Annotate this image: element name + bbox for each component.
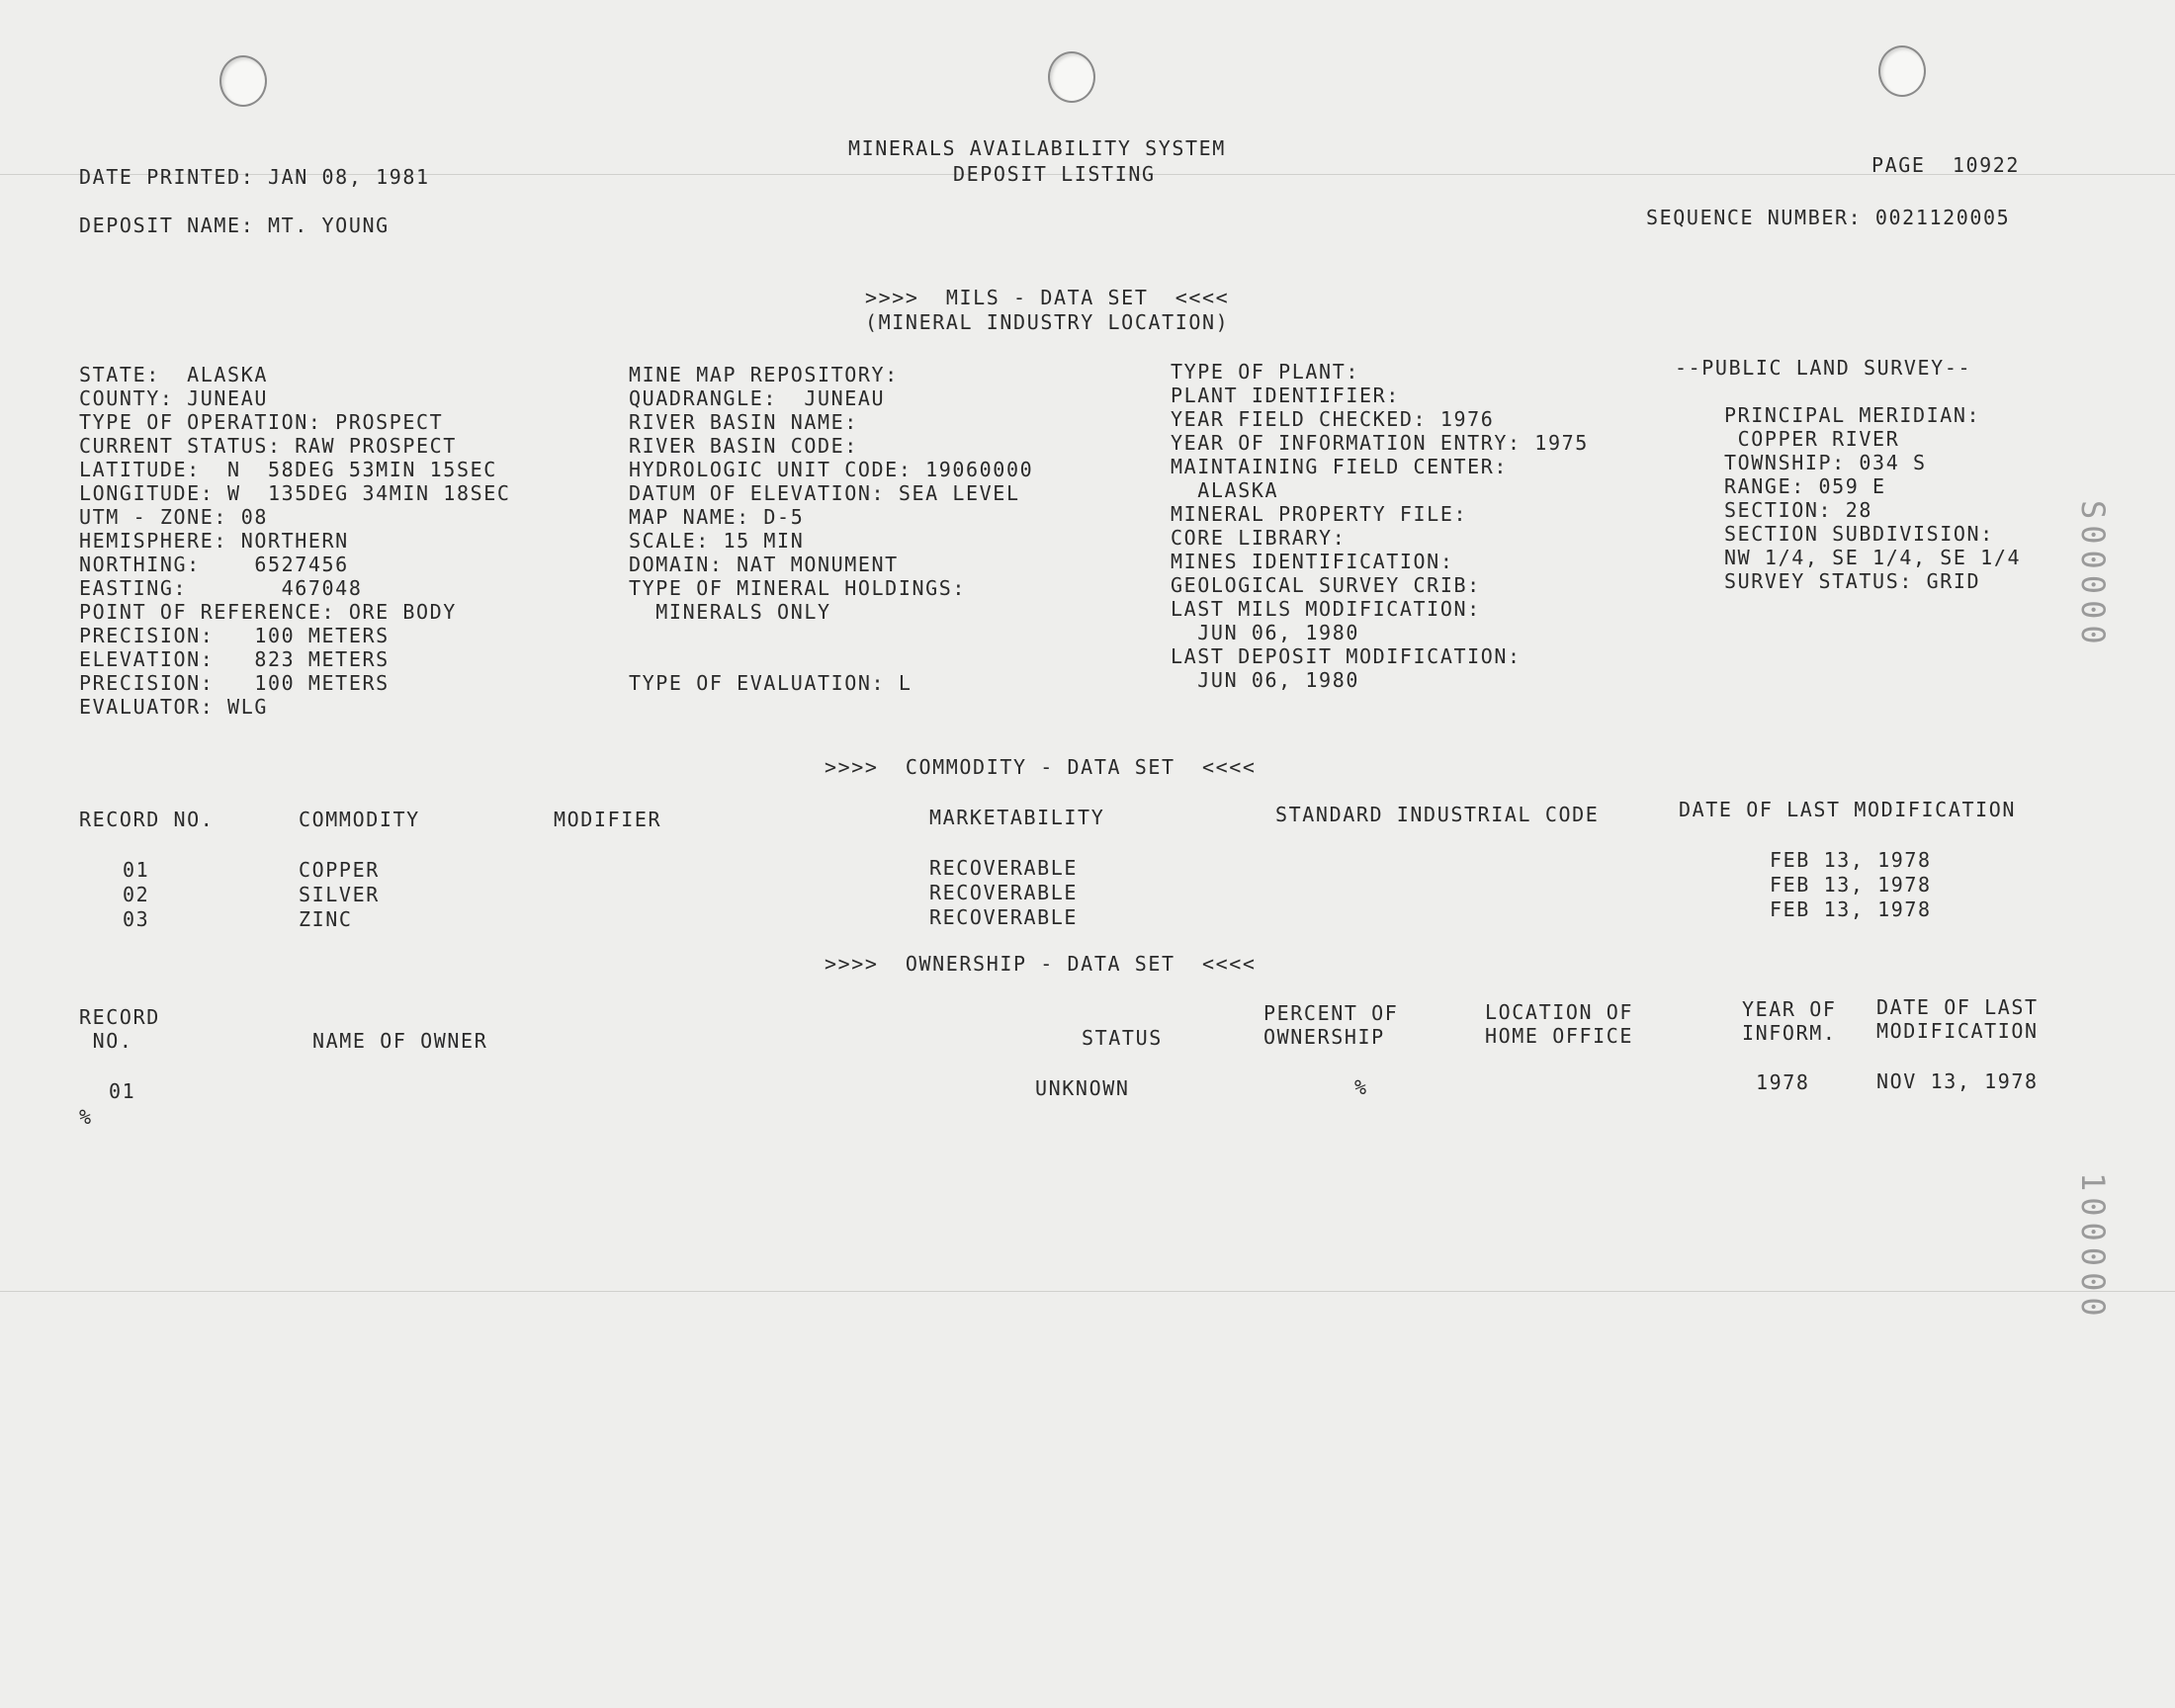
field-year-of-information-entry: YEAR OF INFORMATION ENTRY: 1975 — [1171, 431, 1589, 455]
field-county: COUNTY: JUNEAU — [79, 386, 268, 410]
spacer — [629, 647, 1033, 671]
date-printed: DATE PRINTED: JAN 08, 1981 — [79, 165, 430, 189]
mils-location-column — [79, 363, 511, 719]
ownership-header-inform: INFORM. — [1742, 1021, 1837, 1045]
commodity-date: FEB 13, 1978 — [1770, 848, 1932, 872]
page-number: PAGE 10922 — [1871, 153, 2021, 177]
field-precision: PRECISION: 100 METERS — [79, 624, 390, 647]
field-current-status: CURRENT STATUS: RAW PROSPECT — [79, 434, 457, 458]
commodity-record-no: 03 — [123, 907, 150, 931]
ownership-status: UNKNOWN — [1035, 1076, 1130, 1100]
ownership-header-status: STATUS — [1082, 1026, 1163, 1050]
fold-line-bottom — [0, 1291, 2175, 1292]
field-last-mils-modification-date: JUN 06, 1980 — [1171, 621, 1359, 644]
commodity-header-sic: STANDARD INDUSTRIAL CODE — [1275, 803, 1600, 826]
margin-stamp-lower: 100000 — [2074, 1172, 2112, 1323]
field-mineral-holdings-value: MINERALS ONLY — [629, 600, 831, 624]
ownership-date: NOV 13, 1978 — [1876, 1069, 2039, 1093]
ownership-title: >>>> OWNERSHIP - DATA SET <<<< — [825, 952, 1257, 976]
field-maintaining-field-center: MAINTAINING FIELD CENTER: — [1171, 455, 1509, 478]
commodity-header-modifier: MODIFIER — [554, 808, 662, 831]
commodity-header-commodity: COMMODITY — [299, 808, 420, 831]
commodity-name: COPPER — [299, 858, 380, 882]
field-datum-of-elevation: DATUM OF ELEVATION: SEA LEVEL — [629, 481, 1020, 505]
punch-hole-left — [219, 55, 267, 107]
commodity-marketability: RECOVERABLE — [929, 905, 1079, 929]
punch-hole-right — [1878, 45, 1926, 97]
ownership-header-date: DATE OF LAST — [1876, 995, 2039, 1019]
public-land-survey-title: --PUBLIC LAND SURVEY-- — [1675, 356, 1972, 380]
deposit-name: DEPOSIT NAME: MT. YOUNG — [79, 214, 390, 237]
field-last-deposit-modification-date: JUN 06, 1980 — [1171, 668, 1359, 692]
field-hemisphere: HEMISPHERE: NORTHERN — [79, 529, 349, 553]
field-field-center-value: ALASKA — [1171, 478, 1279, 502]
field-type-of-mineral-holdings: TYPE OF MINERAL HOLDINGS: — [629, 576, 967, 600]
commodity-header-date: DATE OF LAST MODIFICATION — [1679, 798, 2017, 821]
mils-map-column — [629, 363, 1033, 695]
commodity-date: FEB 13, 1978 — [1770, 873, 1932, 897]
system-title: MINERALS AVAILABILITY SYSTEM — [848, 136, 1226, 160]
commodity-marketability: RECOVERABLE — [929, 856, 1079, 880]
field-principal-meridian: PRINCIPAL MERIDIAN: — [1724, 403, 1981, 427]
field-mineral-property-file: MINERAL PROPERTY FILE: — [1171, 502, 1468, 526]
field-plant-identifier: PLANT IDENTIFIER: — [1171, 384, 1400, 407]
field-section-subdivision-value: NW 1/4, SE 1/4, SE 1/4 — [1724, 546, 2022, 569]
commodity-record-no: 01 — [123, 858, 150, 882]
field-range: RANGE: 059 E — [1724, 474, 1886, 498]
field-mine-map-repository: MINE MAP REPOSITORY: — [629, 363, 899, 386]
commodity-name: SILVER — [299, 883, 380, 906]
public-land-survey-column — [1724, 403, 2021, 593]
commodity-marketability: RECOVERABLE — [929, 881, 1079, 904]
commodity-header-record-no: RECORD NO. — [79, 808, 215, 831]
field-elevation: ELEVATION: 823 METERS — [79, 647, 390, 671]
field-mines-identification: MINES IDENTIFICATION: — [1171, 550, 1454, 573]
commodity-date: FEB 13, 1978 — [1770, 897, 1932, 921]
ownership-header-location: LOCATION OF — [1485, 1000, 1634, 1024]
ownership-footer-mark: % — [79, 1105, 93, 1129]
spacer — [629, 624, 1033, 647]
field-map-name: MAP NAME: D-5 — [629, 505, 805, 529]
field-last-mils-modification: LAST MILS MODIFICATION: — [1171, 597, 1481, 621]
commodity-record-no: 02 — [123, 883, 150, 906]
field-elevation-precision: PRECISION: 100 METERS — [79, 671, 390, 695]
field-principal-meridian-value: COPPER RIVER — [1724, 427, 1900, 451]
field-northing: NORTHING: 6527456 — [79, 553, 349, 576]
commodity-title: >>>> COMMODITY - DATA SET <<<< — [825, 755, 1257, 779]
ownership-header-name: NAME OF OWNER — [312, 1029, 488, 1053]
field-type-of-plant: TYPE OF PLANT: — [1171, 360, 1359, 384]
field-easting: EASTING: 467048 — [79, 576, 363, 600]
punch-hole-center — [1048, 51, 1095, 103]
mils-subtitle: (MINERAL INDUSTRY LOCATION) — [865, 310, 1230, 334]
field-evaluator: EVALUATOR: WLG — [79, 695, 268, 719]
field-point-of-reference: POINT OF REFERENCE: ORE BODY — [79, 600, 457, 624]
field-core-library: CORE LIBRARY: — [1171, 526, 1347, 550]
ownership-header-percent: PERCENT OF — [1263, 1001, 1399, 1025]
field-hydrologic-unit-code: HYDROLOGIC UNIT CODE: 19060000 — [629, 458, 1034, 481]
field-state: STATE: ALASKA — [79, 363, 268, 386]
commodity-header-marketability: MARKETABILITY — [929, 806, 1105, 829]
field-type-of-operation: TYPE OF OPERATION: PROSPECT — [79, 410, 444, 434]
field-survey-status: SURVEY STATUS: GRID — [1724, 569, 1981, 593]
margin-stamp-upper: S00000 — [2074, 500, 2112, 650]
commodity-name: ZINC — [299, 907, 353, 931]
ownership-header-no: NO. — [79, 1029, 133, 1053]
ownership-header-ownership: OWNERSHIP — [1263, 1025, 1385, 1049]
ownership-header-record: RECORD — [79, 1005, 160, 1029]
ownership-header-modification: MODIFICATION — [1876, 1019, 2039, 1043]
field-geological-survey-crib: GEOLOGICAL SURVEY CRIB: — [1171, 573, 1481, 597]
mils-plant-column — [1171, 360, 1589, 692]
field-scale: SCALE: 15 MIN — [629, 529, 805, 553]
field-domain: DOMAIN: NAT MONUMENT — [629, 553, 899, 576]
sequence-number: SEQUENCE NUMBER: 0021120005 — [1646, 206, 2011, 229]
field-river-basin-name: RIVER BASIN NAME: — [629, 410, 858, 434]
field-last-deposit-modification: LAST DEPOSIT MODIFICATION: — [1171, 644, 1522, 668]
ownership-header-year: YEAR OF — [1742, 997, 1837, 1021]
field-township: TOWNSHIP: 034 S — [1724, 451, 1927, 474]
field-quadrangle: QUADRANGLE: JUNEAU — [629, 386, 886, 410]
ownership-header-home-office: HOME OFFICE — [1485, 1024, 1634, 1048]
field-year-field-checked: YEAR FIELD CHECKED: 1976 — [1171, 407, 1495, 431]
field-latitude: LATITUDE: N 58DEG 53MIN 15SEC — [79, 458, 497, 481]
field-type-of-evaluation: TYPE OF EVALUATION: L — [629, 671, 913, 695]
mils-title: >>>> MILS - DATA SET <<<< — [865, 286, 1230, 309]
ownership-year: 1978 — [1756, 1070, 1810, 1094]
field-longitude: LONGITUDE: W 135DEG 34MIN 18SEC — [79, 481, 511, 505]
ownership-record-no: 01 — [109, 1079, 136, 1103]
field-section-subdivision: SECTION SUBDIVISION: — [1724, 522, 1994, 546]
field-utm-zone: UTM - ZONE: 08 — [79, 505, 268, 529]
ownership-percent: % — [1354, 1075, 1368, 1099]
field-river-basin-code: RIVER BASIN CODE: — [629, 434, 858, 458]
listing-title: DEPOSIT LISTING — [953, 162, 1156, 186]
field-section: SECTION: 28 — [1724, 498, 1873, 522]
